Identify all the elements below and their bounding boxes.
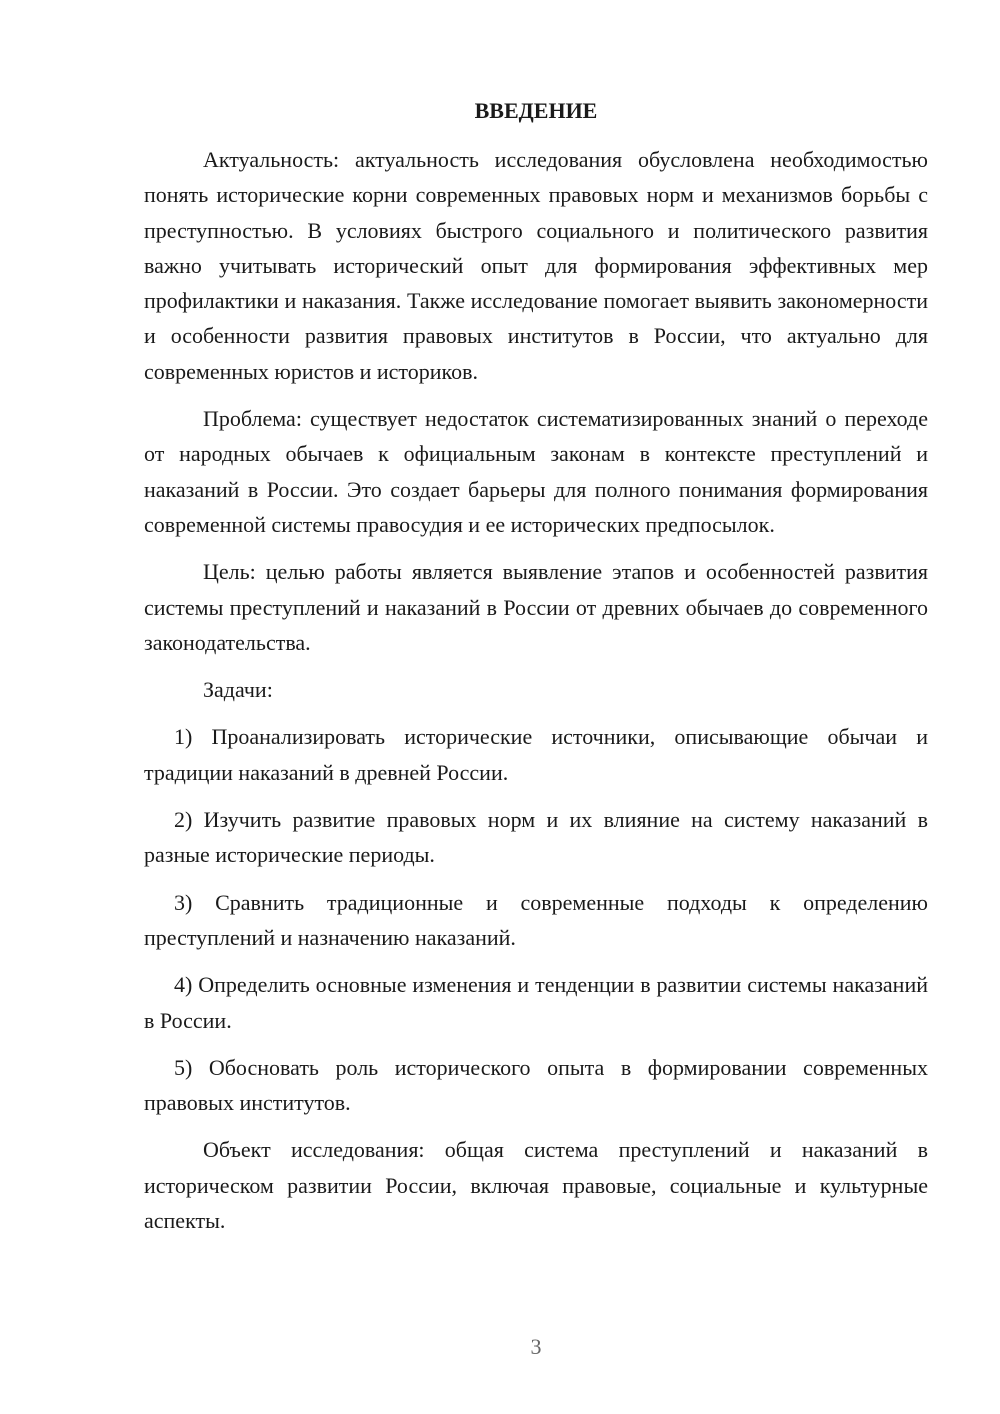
task-item-2: 2) Изучить развитие правовых норм и их влияние на систему наказаний в разные исторические периоды. <box>144 807 928 868</box>
page-title: ВВЕДЕНИЕ <box>474 98 598 123</box>
relevance-paragraph: Актуальность: актуальность исследования обусловлена необходимостью понять исторические корни современных правовых норм и механизмов борьбы с преступностью. В условиях быстрого социального и политического развития важно учитывать исторический опыт для формирования эффективных мер профилактики и наказания. Также исследование помогает выявить закономерности и особенности развития правовых институтов в России, что актуально для современных юристов и историков. <box>144 147 928 384</box>
task-item-1: 1) Проанализировать исторические источники, описывающие обычаи и традиции наказаний в древней России. <box>144 724 928 785</box>
problem-paragraph: Проблема: существует недостаток систематизированных знаний о переходе от народных обычаев к официальным законам в контексте преступлений и наказаний в России. Это создает барьеры для полного понимания формирования современной системы правосудия и ее исторических предпосылок. <box>144 406 928 537</box>
page-number: 3 <box>530 1334 542 1359</box>
task-item-3: 3) Сравнить традиционные и современные подходы к определению преступлений и назначению наказаний. <box>144 889 928 950</box>
task-item-4: 4) Определить основные изменения и тенденции в развитии системы наказаний в России. <box>144 972 928 1033</box>
goal-paragraph: Цель: целью работы является выявление этапов и особенностей развития системы преступлений и наказаний в России от древних обычаев до современного законодательства. <box>144 559 928 655</box>
tasks-heading: Задачи: <box>203 677 273 703</box>
task-item-5: 5) Обосновать роль исторического опыта в формировании современных правовых институтов. <box>144 1054 928 1116</box>
document-body <box>144 142 928 1250</box>
object-paragraph: Объект исследования: общая система преступлений и наказаний в историческом развитии России, включая правовые, социальные и культурные аспекты. <box>144 1137 928 1234</box>
